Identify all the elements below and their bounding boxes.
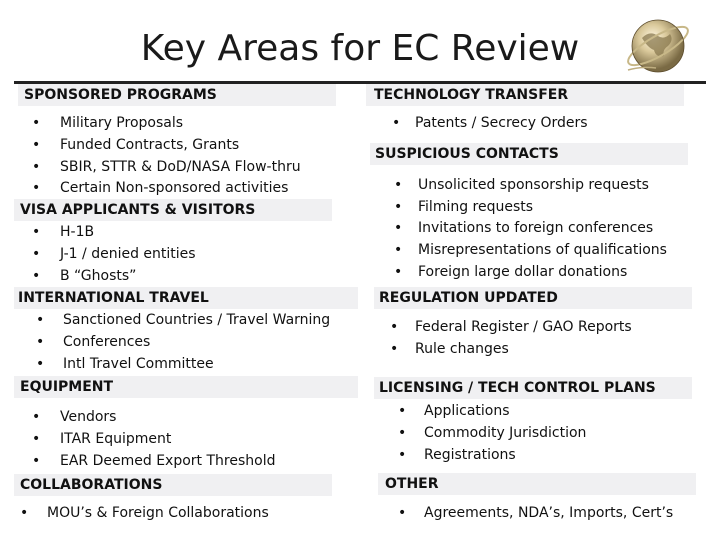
bullet: • (20, 505, 29, 521)
bullet: • (394, 177, 403, 193)
tech-transfer-heading: TECHNOLOGY TRANSFER (374, 87, 569, 103)
list-item: Applications (424, 403, 510, 419)
bullet: • (394, 264, 403, 280)
list-item: Funded Contracts, Grants (60, 137, 240, 153)
bullet: • (32, 159, 41, 175)
bullet: • (394, 242, 403, 258)
visa-heading: VISA APPLICANTS & VISITORS (20, 202, 256, 218)
list-item: EAR Deemed Export Threshold (60, 453, 276, 469)
bullet: • (36, 312, 45, 328)
bullet: • (398, 505, 407, 521)
travel-heading: INTERNATIONAL TRAVEL (18, 290, 209, 306)
list-item: J-1 / denied entities (60, 246, 196, 262)
page-title: Key Areas for EC Review (140, 28, 580, 69)
bullet: • (32, 453, 41, 469)
bullet: • (36, 334, 45, 350)
globe-icon (622, 10, 694, 82)
list-item: SBIR, STTR & DoD/NASA Flow-thru (60, 159, 301, 175)
other-heading: OTHER (385, 476, 439, 492)
collaborations-heading: COLLABORATIONS (20, 477, 163, 493)
list-item: Certain Non-sponsored activities (60, 180, 289, 196)
bullet: • (36, 356, 45, 372)
bullet: • (390, 341, 399, 357)
list-item: Sanctioned Countries / Travel Warning (63, 312, 331, 328)
bullet: • (392, 115, 401, 131)
bullet: • (394, 199, 403, 215)
list-item: Vendors (60, 409, 117, 425)
list-item: Misrepresentations of qualifications (418, 242, 667, 258)
bullet: • (394, 220, 403, 236)
sponsored-heading: SPONSORED PROGRAMS (24, 87, 217, 103)
licensing-heading: LICENSING / TECH CONTROL PLANS (379, 380, 656, 396)
bullet: • (32, 431, 41, 447)
list-item: Rule changes (415, 341, 509, 357)
list-item: Filming requests (418, 199, 534, 215)
bullet: • (32, 224, 41, 240)
list-item: Registrations (424, 447, 516, 463)
list-item: Federal Register / GAO Reports (415, 319, 632, 335)
list-item: Military Proposals (60, 115, 184, 131)
list-item: Conferences (63, 334, 151, 350)
bullet: • (32, 137, 41, 153)
bullet: • (32, 115, 41, 131)
bullet: • (398, 447, 407, 463)
bullet: • (32, 409, 41, 425)
list-item: MOU’s & Foreign Collaborations (47, 505, 269, 521)
list-item: H-1B (60, 224, 95, 240)
list-item: Agreements, NDA’s, Imports, Cert’s (424, 505, 674, 521)
list-item: Invitations to foreign conferences (418, 220, 654, 236)
bullet: • (398, 425, 407, 441)
bullet: • (32, 180, 41, 196)
bullet: • (398, 403, 407, 419)
list-item: Intl Travel Committee (63, 356, 214, 372)
regulation-heading: REGULATION UPDATED (379, 290, 558, 306)
list-item: B “Ghosts” (60, 268, 137, 284)
list-item: Unsolicited sponsorship requests (418, 177, 649, 193)
list-item: Foreign large dollar donations (418, 264, 628, 280)
equipment-heading: EQUIPMENT (20, 379, 114, 395)
list-item: Commodity Jurisdiction (424, 425, 587, 441)
bullet: • (390, 319, 399, 335)
bullet: • (32, 246, 41, 262)
bullet: • (32, 268, 41, 284)
list-item: ITAR Equipment (60, 431, 172, 447)
suspicious-heading: SUSPICIOUS CONTACTS (375, 146, 559, 162)
list-item: Patents / Secrecy Orders (415, 115, 588, 131)
